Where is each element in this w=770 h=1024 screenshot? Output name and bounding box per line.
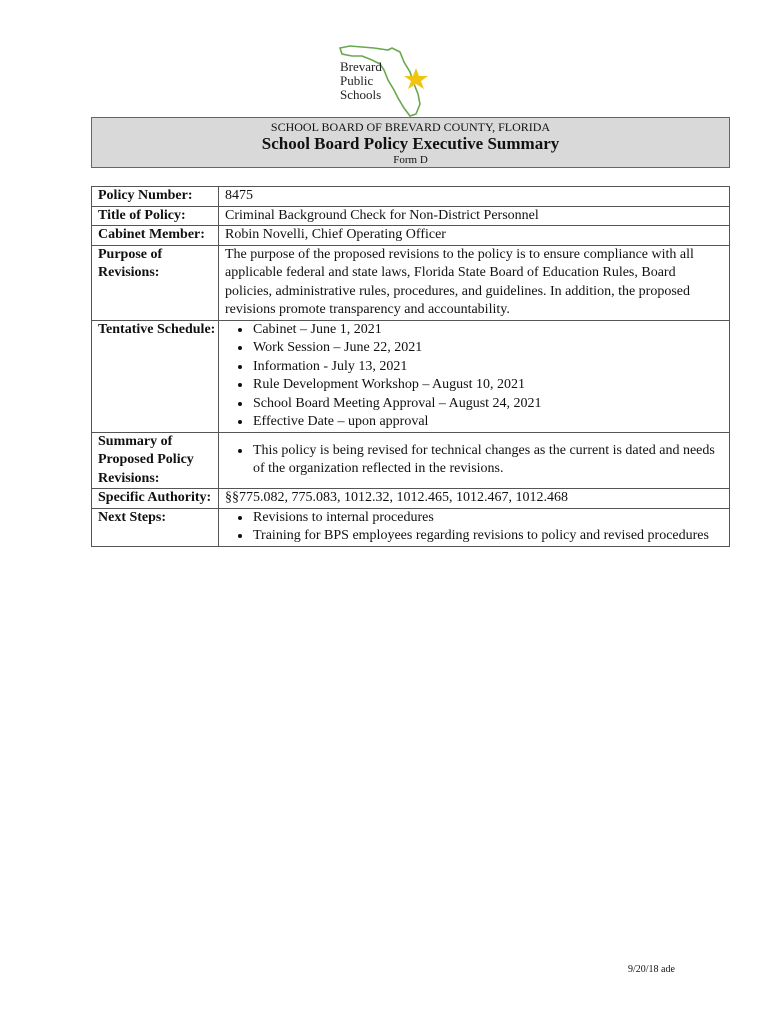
policy-summary-table (91, 186, 730, 547)
list-item: • Rule Development Workshop – August 10, 2021 (252, 376, 723, 395)
cabinet-member-value: Robin Novelli, Chief Operating Officer (219, 226, 730, 246)
policy-number-value: 8475 (219, 187, 730, 207)
list-item: • Cabinet – June 1, 2021 (252, 321, 723, 340)
logo-line-2: Public (340, 73, 374, 88)
table-row-title (92, 206, 730, 226)
document-header (91, 117, 730, 168)
row-label: Next Steps: (92, 508, 219, 546)
table-row-summary (92, 432, 730, 489)
table-row-schedule (92, 320, 730, 432)
table-row-next-steps (92, 508, 730, 546)
table-row-policy-number (92, 187, 730, 207)
logo-line-3: Schools (340, 87, 382, 102)
page-title: School Board Policy Executive Summary (261, 134, 560, 153)
table-row-cabinet-member (92, 226, 730, 246)
purpose-value: The purpose of the proposed revisions to the policy is to ensure compliance with all applicable federal and state laws, Florida State Board of Education Rules, Board policies, administrative rules, procedures, and guidelines. In addition, the proposed revisions promote transparency and accountability. (219, 245, 730, 320)
row-label: Tentative Schedule: (92, 320, 219, 432)
schedule-list (225, 321, 723, 432)
next-steps-list-cell (219, 508, 730, 546)
form-label: Form D (393, 154, 428, 166)
row-label: Specific Authority: (92, 489, 219, 509)
schedule-list-cell (219, 320, 730, 432)
list-item: • Revisions to internal procedures (252, 509, 723, 528)
row-label: Policy Number: (92, 187, 219, 207)
table-row-purpose (92, 245, 730, 320)
footer-date: 9/20/18 ade (628, 964, 675, 975)
list-item: • School Board Meeting Approval – August 24, 2021 (252, 395, 723, 414)
policy-title-value: Criminal Background Check for Non-District Personnel (219, 206, 730, 226)
summary-list (225, 442, 723, 479)
row-label: Cabinet Member: (92, 226, 219, 246)
table-row-authority (92, 489, 730, 509)
school-board-name: SCHOOL BOARD OF BREVARD COUNTY, FLORIDA (270, 120, 551, 134)
row-label: Purpose of Revisions: (92, 245, 219, 320)
row-label: Summary of Proposed Policy Revisions: (92, 432, 219, 489)
summary-list-cell (219, 432, 730, 489)
list-item: • This policy is being revised for technical changes as the current is dated and needs of the organization reflected in the revisions. (252, 442, 723, 479)
next-steps-list (225, 509, 723, 546)
authority-value: §§775.082, 775.083, 1012.32, 1012.465, 1012.467, 1012.468 (219, 489, 730, 509)
logo-line-1: Brevard (340, 59, 382, 74)
list-item: • Training for BPS employees regarding revisions to policy and revised procedures (252, 527, 723, 546)
logo (340, 60, 382, 102)
row-label: Title of Policy: (92, 206, 219, 226)
list-item: • Information - July 13, 2021 (252, 358, 723, 377)
list-item: • Work Session – June 22, 2021 (252, 339, 723, 358)
list-item: • Effective Date – upon approval (252, 413, 723, 432)
